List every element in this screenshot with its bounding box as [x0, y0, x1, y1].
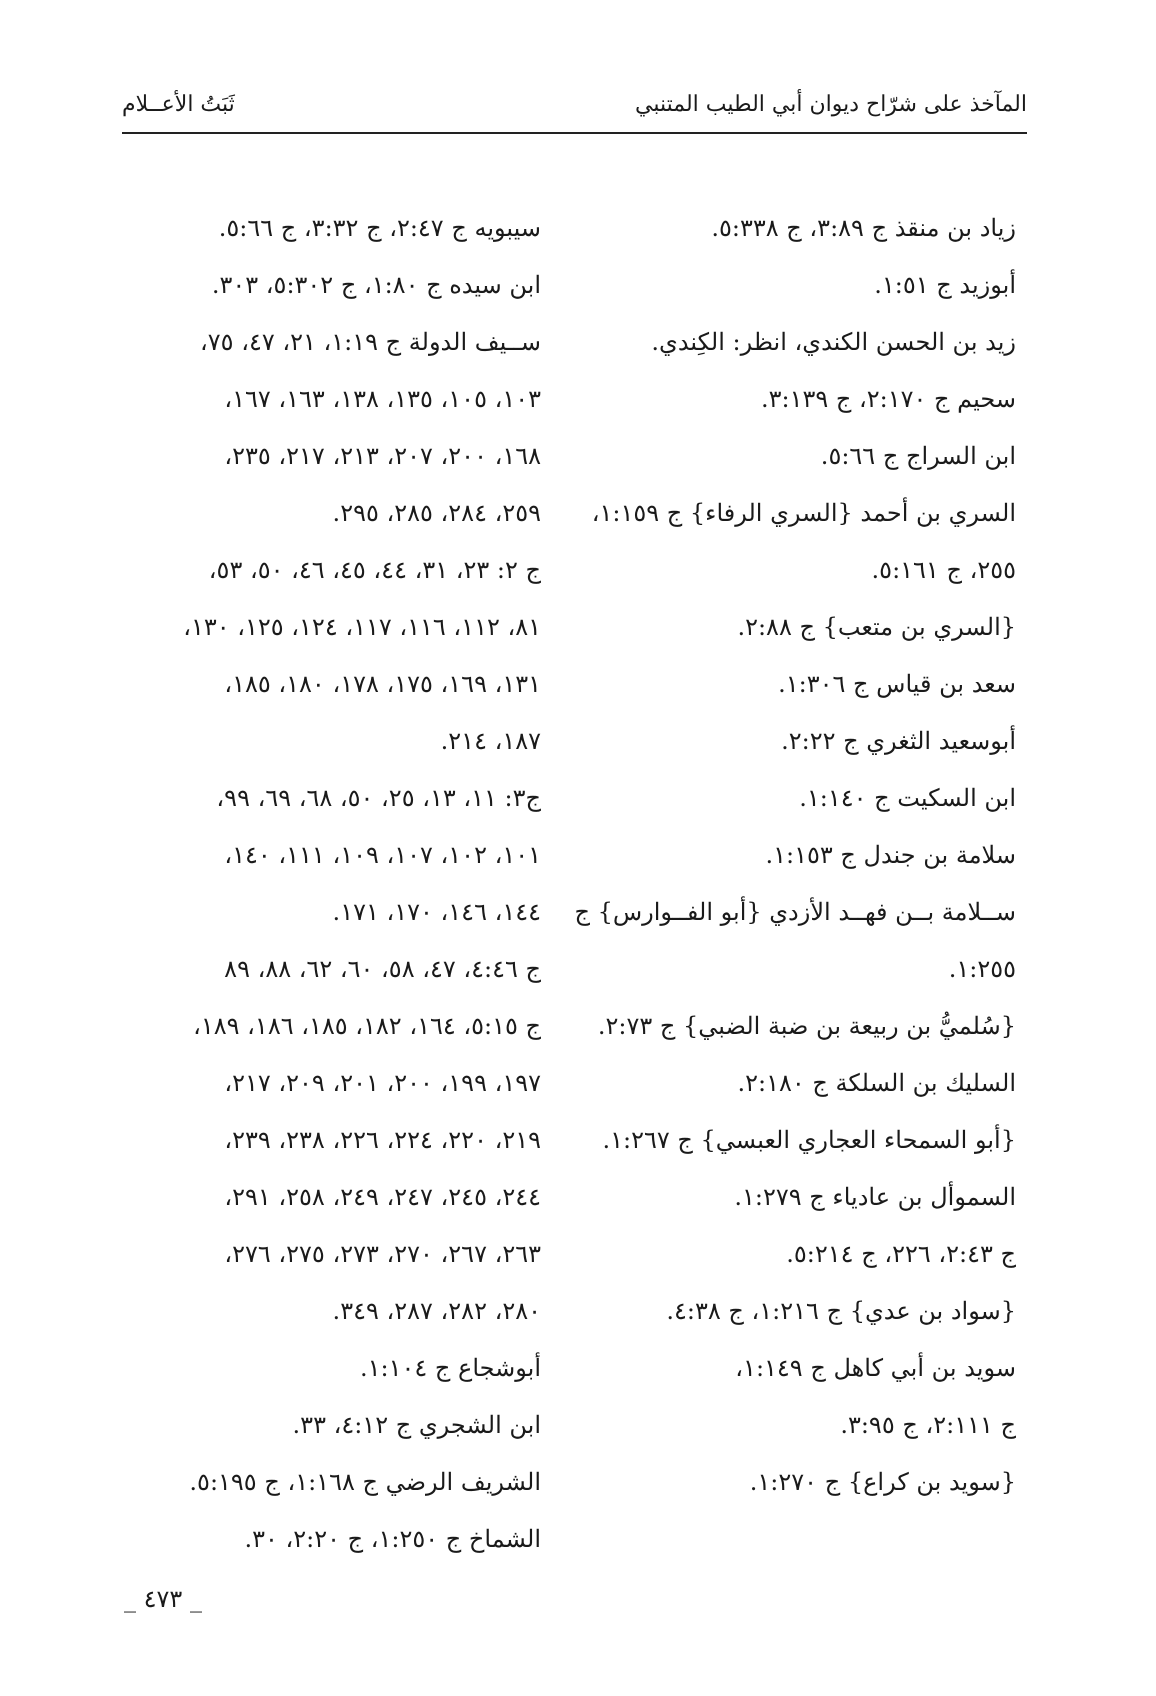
index-entry-line: ١٩٧، ١٩٩، ٢٠٠، ٢٠١، ٢٠٩، ٢١٧، — [224, 1069, 541, 1097]
index-entry-line: السموأل بن عادياء ج ١:٢٧٩. — [734, 1183, 1016, 1211]
index-entry-line: السري بن أحمد {السري الرفاء} ج ١:١٥٩، — [591, 499, 1016, 527]
index-entry-line: ســلامة بــن فهــد الأزدي {أبو الفــوارس} ج — [574, 898, 1016, 926]
index-entry-line: ١٦٨، ٢٠٠، ٢٠٧، ٢١٣، ٢١٧، ٢٣٥، — [224, 442, 541, 470]
index-entry-line: ١٤٤، ١٤٦، ١٧٠، ١٧١. — [332, 898, 541, 926]
index-entry-line: ١:٢٥٥. — [948, 955, 1016, 983]
book-title: المآخذ على شرّاح ديوان أبي الطيب المتنبي — [635, 92, 1027, 117]
index-entry-line: ٨١، ١١٢، ١١٦، ١١٧، ١٢٤، ١٢٥، ١٣٠، — [183, 613, 541, 641]
index-entry-line: سيبويه ج ٢:٤٧، ج ٣:٣٢، ج ٥:٦٦. — [218, 214, 541, 242]
index-entry-line: {سواد بن عدي} ج ١:٢١٦، ج ٤:٣٨. — [666, 1297, 1016, 1325]
index-column-right — [571, 200, 1016, 1511]
index-entry-line: ١٠١، ١٠٢، ١٠٧، ١٠٩، ١١١، ١٤٠، — [224, 841, 541, 869]
index-entry-line: سلامة بن جندل ج ١:١٥٣. — [765, 841, 1016, 869]
index-entry-line: زياد بن منقذ ج ٣:٨٩، ج ٥:٣٣٨. — [711, 214, 1016, 242]
index-entry-line: ٢٤٤، ٢٤٥، ٢٤٧، ٢٤٩، ٢٥٨، ٢٩١، — [224, 1183, 541, 1211]
index-entry-line: ١٣١، ١٦٩، ١٧٥، ١٧٨، ١٨٠، ١٨٥، — [224, 670, 541, 698]
index-entry-line: ١٠٣، ١٠٥، ١٣٥، ١٣٨، ١٦٣، ١٦٧، — [224, 385, 541, 413]
index-entry-line: ١٨٧، ٢١٤. — [440, 727, 541, 755]
index-entry-line: ج٣: ١١، ١٣، ٢٥، ٥٠، ٦٨، ٦٩، ٩٩، — [216, 784, 541, 812]
index-entry-line: ج ٢:٤٣، ٢٢٦، ج ٥:٢١٤. — [786, 1240, 1016, 1268]
index-entry-line: ٢٦٣، ٢٦٧، ٢٧٠، ٢٧٣، ٢٧٥، ٢٧٦، — [224, 1240, 541, 1268]
index-entry-line: ٢٥٩، ٢٨٤، ٢٨٥، ٢٩٥. — [332, 499, 541, 527]
index-entry-line: ج ٢:١١١، ج ٣:٩٥. — [840, 1411, 1016, 1439]
index-entry-line: {السري بن متعب} ج ٢:٨٨. — [737, 613, 1016, 641]
index-entry-line: ابن السكيت ج ١:١٤٠. — [799, 784, 1016, 812]
page-header — [122, 92, 1027, 132]
index-entry-line: ابن السراج ج ٥:٦٦. — [820, 442, 1016, 470]
index-entry-line: ابن سيده ج ١:٨٠، ج ٥:٣٠٢، ٣٠٣. — [211, 271, 541, 299]
index-entry-line: سعد بن قياس ج ١:٣٠٦. — [778, 670, 1016, 698]
index-entry-line: الشريف الرضي ج ١:١٦٨، ج ٥:١٩٥. — [189, 1468, 541, 1496]
index-entry-line: السليك بن السلكة ج ٢:١٨٠. — [737, 1069, 1016, 1097]
index-entry-line: ج ٥:١٥، ١٦٤، ١٨٢، ١٨٥، ١٨٦، ١٨٩، — [193, 1012, 541, 1040]
section-title: ثَبَتُ الأعــلام — [122, 92, 235, 117]
index-entry-line: أبوشجاع ج ١:١٠٤. — [359, 1354, 541, 1382]
page-number: _ ٤٧٣ _ — [124, 1585, 202, 1613]
index-column-left — [121, 200, 541, 1568]
index-entry-line: {أبو السمحاء العجاري العبسي} ج ١:٢٦٧. — [602, 1126, 1016, 1154]
index-entry-line: {سُلميُّ بن ربيعة بن ضبة الضبي} ج ٢:٧٣. — [597, 1012, 1016, 1040]
index-entry-line: ســيف الدولة ج ١:١٩، ٢١، ٤٧، ٧٥، — [200, 328, 541, 356]
index-entry-line: سويد بن أبي كاهل ج ١:١٤٩، — [735, 1354, 1016, 1382]
index-entry-line: ٢٨٠، ٢٨٢، ٢٨٧، ٣٤٩. — [332, 1297, 541, 1325]
index-entry-line: {سويد بن كراع} ج ١:٢٧٠. — [749, 1468, 1016, 1496]
index-entry-line: أبوزيد ج ١:٥١. — [874, 271, 1016, 299]
index-entry-line: ٢١٩، ٢٢٠، ٢٢٤، ٢٢٦، ٢٣٨، ٢٣٩، — [224, 1126, 541, 1154]
index-entry-line: زيد بن الحسن الكندي، انظر: الكِندي. — [651, 328, 1016, 356]
index-entry-line: ج ٤:٤٦، ٤٧، ٥٨، ٦٠، ٦٢، ٨٨، ٨٩ — [224, 955, 541, 983]
index-entry-line: سحيم ج ٢:١٧٠، ج ٣:١٣٩. — [760, 385, 1016, 413]
index-entry-line: ابن الشجري ج ٤:١٢، ٣٣. — [292, 1411, 541, 1439]
index-entry-line: ج ٢: ٢٣، ٣١، ٤٤، ٤٥، ٤٦، ٥٠، ٥٣، — [208, 556, 541, 584]
index-entry-line: ٢٥٥، ج ٥:١٦١. — [871, 556, 1016, 584]
index-entry-line: أبوسعيد الثغري ج ٢:٢٢. — [781, 727, 1016, 755]
header-divider — [122, 132, 1027, 134]
index-entry-line: الشماخ ج ١:٢٥٠، ج ٢:٢٠، ٣٠. — [244, 1525, 541, 1553]
